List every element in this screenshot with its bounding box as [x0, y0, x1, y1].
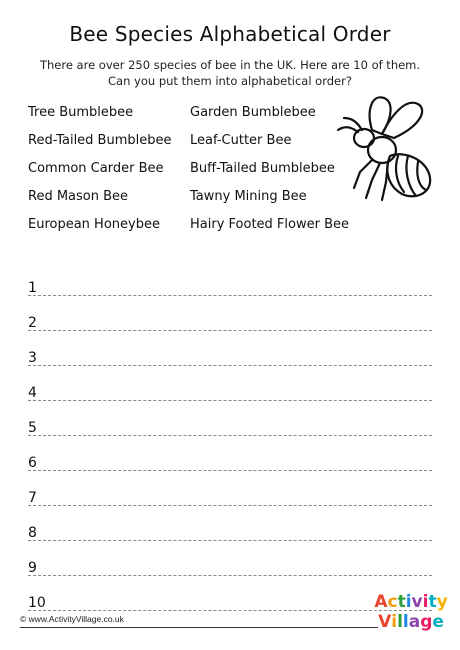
- logo-letter: A: [374, 592, 388, 612]
- species-word-list: [28, 104, 348, 234]
- answer-line[interactable]: [28, 367, 432, 402]
- species-word: Tawny Mining Bee: [190, 189, 307, 204]
- answer-line-number: 5: [28, 420, 37, 436]
- logo-letter: g: [420, 612, 433, 632]
- activity-village-logo: [374, 592, 448, 638]
- species-word: Red Mason Bee: [28, 189, 129, 204]
- species-word: Leaf-Cutter Bee: [190, 133, 292, 148]
- dashed-rule: [28, 505, 432, 506]
- logo-letter: e: [432, 612, 444, 632]
- logo-letter: t: [397, 592, 406, 612]
- answer-line-number: 6: [28, 455, 37, 471]
- answer-line-number: 9: [28, 560, 37, 576]
- answer-line[interactable]: [28, 472, 432, 507]
- species-word: Hairy Footed Flower Bee: [190, 217, 349, 232]
- bee-outline-icon: [332, 90, 442, 205]
- answer-line[interactable]: [28, 542, 432, 577]
- answer-line-number: 8: [28, 525, 37, 541]
- answer-line-number: 4: [28, 385, 37, 401]
- instructions-line-1: There are over 250 species of bee in the UK. Here are 10 of them.: [39, 58, 421, 72]
- answer-line-number: 7: [28, 490, 37, 506]
- answer-line-number: 1: [28, 280, 37, 296]
- logo-letter: i: [391, 612, 398, 632]
- species-word: Red-Tailed Bumblebee: [28, 133, 172, 148]
- answer-line[interactable]: [28, 437, 432, 472]
- logo-letter: v: [411, 592, 423, 612]
- logo-letter: V: [378, 612, 392, 632]
- logo-letter: a: [408, 612, 421, 632]
- answer-line[interactable]: [28, 332, 432, 367]
- logo-letter: i: [422, 592, 429, 612]
- answer-line[interactable]: [28, 262, 432, 297]
- dashed-rule: [28, 575, 432, 576]
- dashed-rule: [28, 435, 432, 436]
- dashed-rule: [28, 365, 432, 366]
- answer-line[interactable]: [28, 507, 432, 542]
- instructions: [0, 57, 460, 89]
- species-word: Common Carder Bee: [28, 161, 164, 176]
- species-word: Tree Bumblebee: [28, 105, 134, 120]
- logo-letter: l: [397, 612, 403, 632]
- logo-letter: t: [428, 592, 437, 612]
- footer-rule: [20, 627, 378, 628]
- logo-word-activity: [374, 592, 448, 612]
- logo-letter: c: [387, 592, 398, 612]
- dashed-rule: [28, 400, 432, 401]
- species-word: Buff-Tailed Bumblebee: [190, 161, 335, 176]
- logo-letter: l: [402, 612, 409, 632]
- page-title: Bee Species Alphabetical Order: [69, 22, 391, 46]
- dashed-rule: [28, 540, 432, 541]
- logo-letter: y: [436, 592, 448, 612]
- answer-line[interactable]: [28, 577, 432, 612]
- species-word: European Honeybee: [28, 217, 160, 232]
- logo-word-village: [380, 612, 442, 632]
- species-word: Garden Bumblebee: [190, 105, 316, 120]
- copyright-footer: © www.ActivityVillage.co.uk: [20, 614, 124, 624]
- instructions-line-2: Can you put them into alphabetical order?: [108, 74, 352, 88]
- dashed-rule: [28, 610, 432, 611]
- answer-line[interactable]: [28, 402, 432, 437]
- dashed-rule: [28, 470, 432, 471]
- dashed-rule: [28, 330, 432, 331]
- answer-lines: [28, 262, 432, 612]
- answer-line-number: 2: [28, 315, 37, 331]
- answer-line-number: 3: [28, 350, 37, 366]
- answer-line-number: 10: [28, 595, 46, 611]
- logo-letter: i: [405, 592, 412, 612]
- answer-line[interactable]: [28, 297, 432, 332]
- dashed-rule: [28, 295, 432, 296]
